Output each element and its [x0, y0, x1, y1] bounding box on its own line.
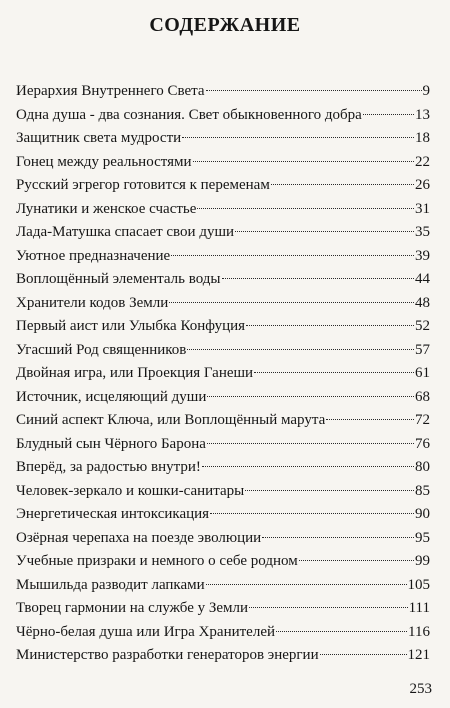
- toc-entry-page: 9: [422, 83, 430, 99]
- toc-entry: [16, 409, 430, 433]
- toc-entry: [16, 245, 430, 269]
- toc-entry-page: 44: [415, 271, 430, 287]
- toc-entry-page: 18: [415, 130, 430, 146]
- toc-entry-title: Защитник света мудрости: [16, 130, 182, 146]
- toc-entry-title: Угасший Род священников: [16, 341, 187, 358]
- toc-entry: [16, 503, 430, 527]
- toc-entry: [16, 550, 430, 574]
- toc-entry: [16, 268, 430, 292]
- toc-entry: [16, 221, 430, 245]
- toc-entry: [16, 127, 430, 151]
- toc-entry-page: 68: [415, 388, 430, 405]
- toc-entry-title: Гонец между реальностями: [16, 153, 192, 170]
- dot-leader: [182, 137, 414, 138]
- dot-leader: [363, 114, 414, 115]
- toc-entry: [16, 174, 430, 198]
- toc-entry-title: Мышильда разводит лапками: [16, 576, 205, 593]
- dot-leader: [246, 325, 414, 326]
- dot-leader: [222, 278, 415, 279]
- dot-leader: [299, 560, 414, 561]
- toc-entry-page: 57: [415, 341, 430, 358]
- toc-entry-title: Воплощённый элементаль воды: [16, 271, 221, 287]
- toc-entry-title: Двойная игра, или Проекция Ганеши: [16, 365, 254, 381]
- toc-entry: [16, 80, 430, 104]
- toc-entry-page: 121: [407, 647, 430, 663]
- toc-entry-page: 90: [415, 506, 430, 522]
- dot-leader: [206, 584, 407, 585]
- dot-leader: [193, 161, 414, 162]
- toc-entry: [16, 151, 430, 175]
- toc-entry-title: Творец гармонии на службе у Земли: [16, 600, 249, 616]
- dot-leader: [320, 654, 407, 655]
- dot-leader: [171, 255, 414, 256]
- toc-entry: [16, 292, 430, 316]
- toc-entry-title: Чёрно-белая душа или Игра Хранителей: [16, 623, 276, 640]
- toc-entry-title: Иерархия Внутреннего Света: [16, 83, 205, 99]
- toc-entry-page: 99: [415, 553, 430, 569]
- toc-entry-page: 48: [415, 294, 430, 311]
- toc-entry: [16, 339, 430, 363]
- toc-entry: [16, 574, 430, 598]
- toc-entry-page: 13: [415, 106, 430, 123]
- toc-entry: [16, 644, 430, 668]
- table-of-contents: [16, 80, 430, 668]
- toc-entry-title: Синий аспект Ключа, или Воплощённый марута: [16, 412, 326, 428]
- toc-entry-title: Одна душа - два сознания. Свет обыкновенного добра: [16, 106, 362, 123]
- toc-entry: [16, 315, 430, 339]
- toc-entry-page: 111: [408, 600, 430, 616]
- dot-leader: [202, 466, 414, 467]
- toc-entry-page: 26: [415, 177, 430, 193]
- dot-leader: [206, 90, 422, 91]
- toc-entry-title: Лунатики и женское счастье: [16, 200, 197, 217]
- toc-entry-page: 76: [415, 435, 430, 452]
- toc-entry-title: Лада-Матушка спасает свои души: [16, 224, 235, 240]
- toc-entry: [16, 386, 430, 410]
- toc-entry-page: 116: [408, 623, 430, 640]
- toc-entry-title: Энергетическая интоксикация: [16, 506, 210, 522]
- toc-entry-title: Источник, исцеляющий души: [16, 388, 207, 405]
- toc-entry-page: 80: [415, 459, 430, 475]
- toc-entry-page: 52: [415, 318, 430, 334]
- toc-entry-page: 22: [415, 153, 430, 170]
- dot-leader: [207, 396, 414, 397]
- toc-entry-title: Хранители кодов Земли: [16, 294, 169, 311]
- toc-entry: [16, 527, 430, 551]
- toc-entry-page: 61: [415, 365, 430, 381]
- toc-entry-page: 95: [415, 529, 430, 546]
- toc-entry: [16, 597, 430, 621]
- dot-leader: [254, 372, 414, 373]
- toc-entry-title: Уютное предназначение: [16, 247, 171, 264]
- toc-entry-title: Министерство разработки генераторов энергии: [16, 647, 319, 663]
- toc-entry-page: 72: [415, 412, 430, 428]
- toc-entry: [16, 104, 430, 128]
- dot-leader: [245, 490, 414, 491]
- dot-leader: [262, 537, 414, 538]
- toc-entry: [16, 480, 430, 504]
- toc-entry-title: Озёрная черепаха на поезде эволюции: [16, 529, 262, 546]
- toc-entry: [16, 198, 430, 222]
- toc-entry-page: 105: [407, 576, 430, 593]
- toc-entry: [16, 433, 430, 457]
- dot-leader: [249, 607, 408, 608]
- dot-leader: [271, 184, 414, 185]
- dot-leader: [197, 208, 414, 209]
- toc-entry-title: Вперёд, за радостью внутри!: [16, 459, 201, 475]
- toc-entry-page: 39: [415, 247, 430, 264]
- dot-leader: [210, 513, 414, 514]
- page-title: СОДЕРЖАНИЕ: [149, 14, 301, 36]
- dot-leader: [235, 231, 414, 232]
- toc-entry: [16, 621, 430, 645]
- toc-entry-title: Первый аист или Улыбка Конфуция: [16, 318, 246, 334]
- dot-leader: [207, 443, 414, 444]
- dot-leader: [169, 302, 414, 303]
- dot-leader: [326, 419, 414, 420]
- toc-entry-title: Блудный сын Чёрного Барона: [16, 435, 206, 452]
- toc-entry-page: 35: [415, 224, 430, 240]
- toc-entry-page: 31: [415, 200, 430, 217]
- toc-entry: [16, 362, 430, 386]
- toc-entry-title: Человек-зеркало и кошки-санитары: [16, 482, 245, 499]
- toc-entry-title: Учебные призраки и немного о себе родном: [16, 553, 298, 569]
- toc-entry-page: 85: [415, 482, 430, 499]
- dot-leader: [276, 631, 407, 632]
- page-number: 253: [409, 681, 432, 697]
- toc-entry: [16, 456, 430, 480]
- toc-entry-title: Русский эгрегор готовится к переменам: [16, 177, 270, 193]
- dot-leader: [187, 349, 414, 350]
